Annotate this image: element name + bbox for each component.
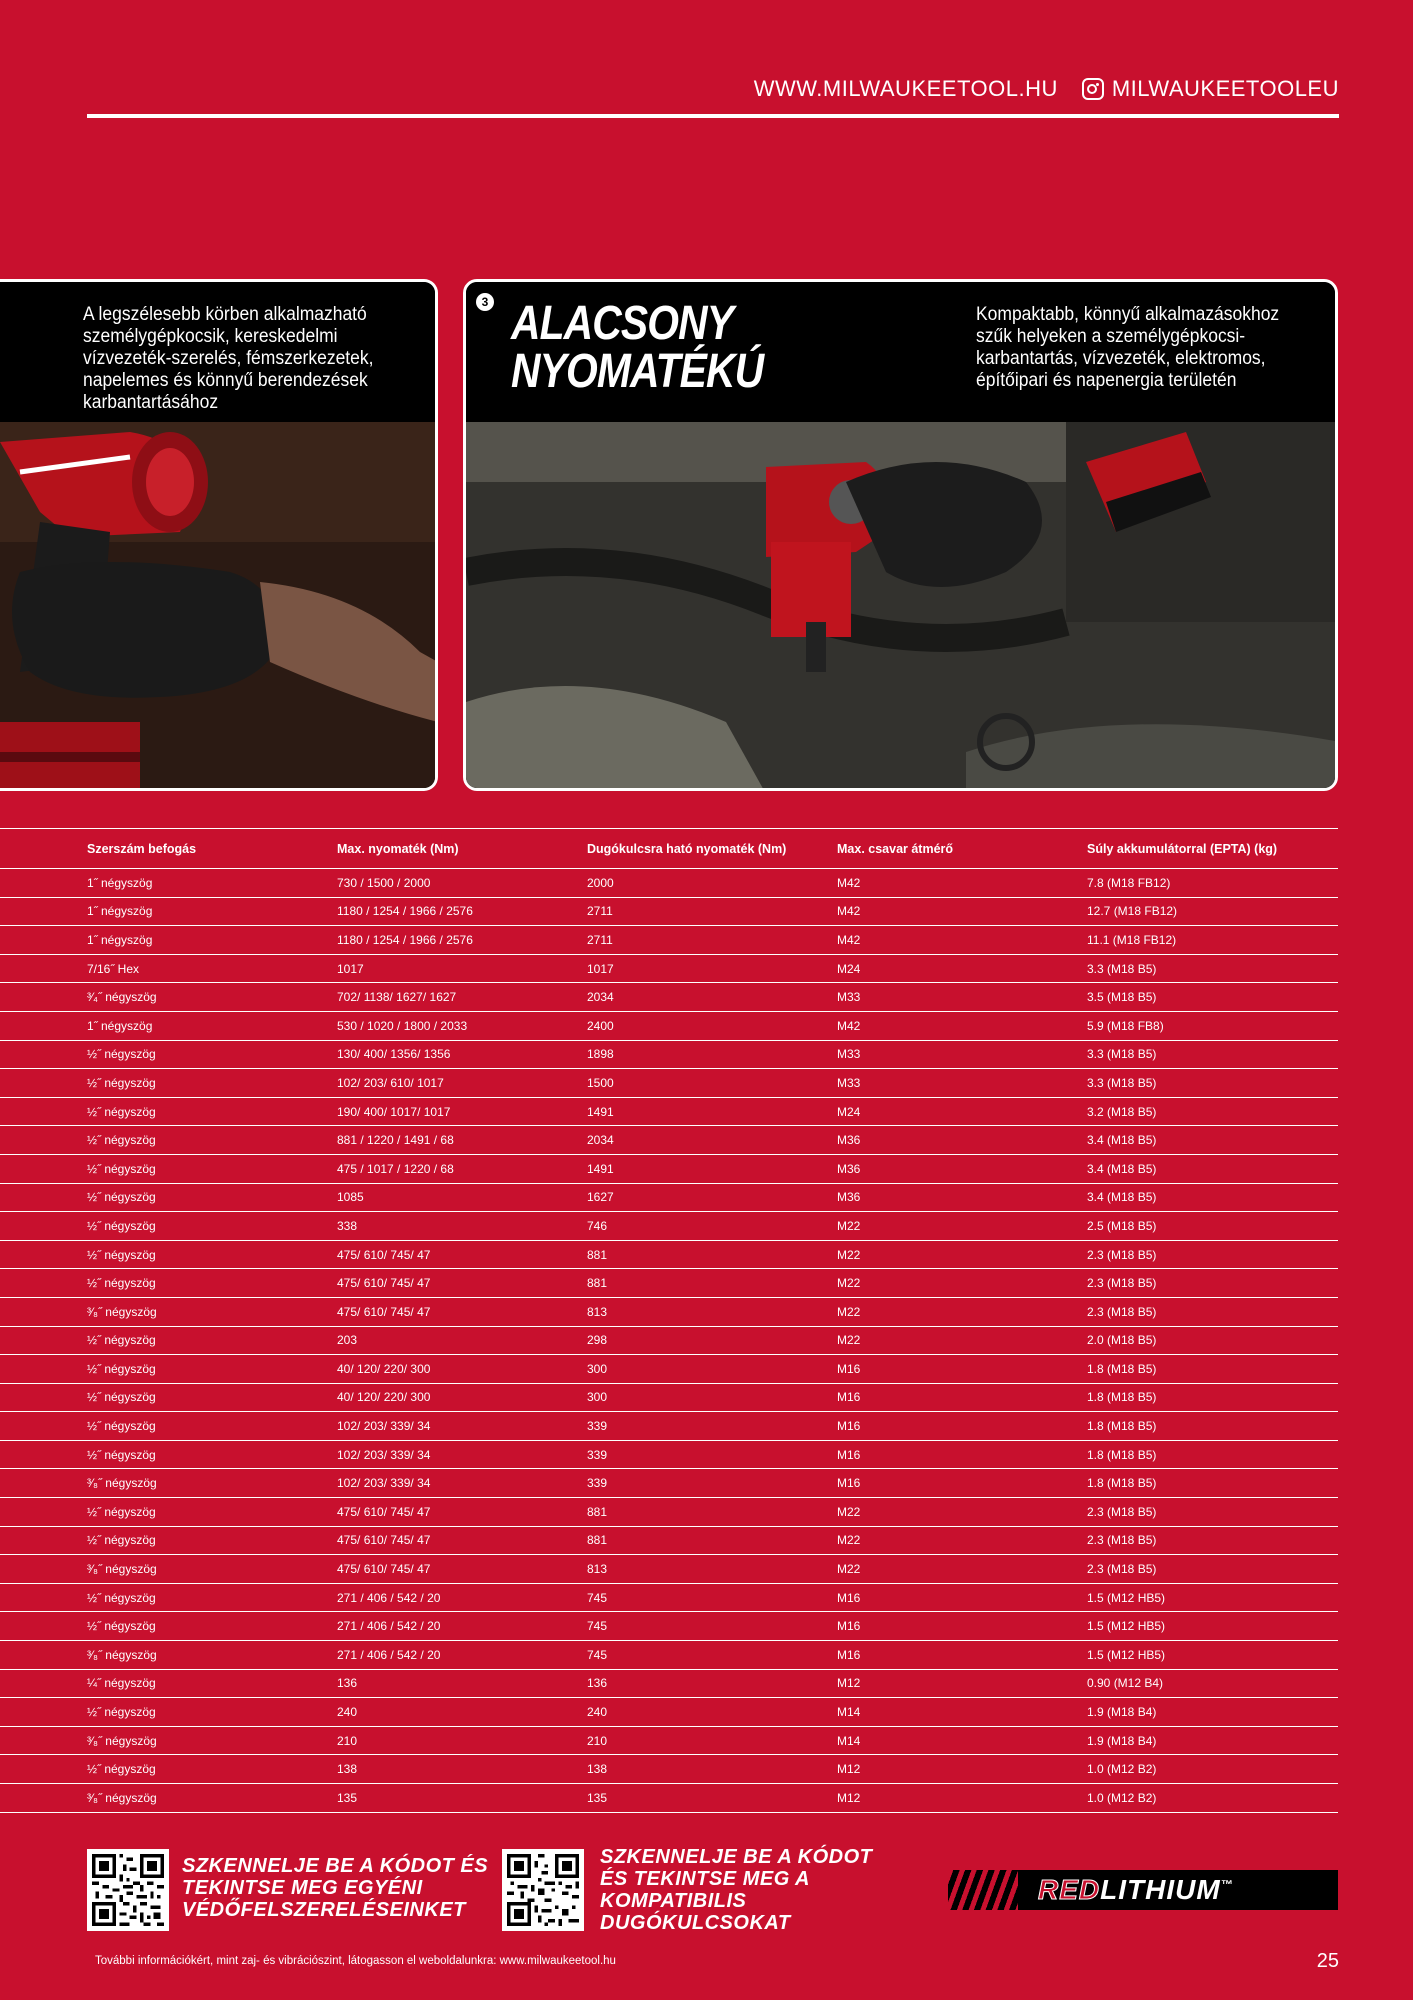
- website-link[interactable]: WWW.MILWAUKEETOOL.HU: [753, 76, 1058, 101]
- table-cell: M16: [837, 1355, 1087, 1384]
- table-cell: 881: [587, 1498, 837, 1527]
- column-header: Súly akkumulátorral (EPTA) (kg): [1087, 829, 1338, 869]
- page-number: 25: [1316, 1950, 1339, 1972]
- table-cell: 102/ 203/ 339/ 34: [337, 1469, 587, 1498]
- qr-code-icon: [507, 1854, 579, 1926]
- table-cell: 138: [587, 1755, 837, 1784]
- table-cell: 1.8 (M18 B5): [1087, 1355, 1338, 1384]
- table-cell: 745: [587, 1612, 837, 1641]
- table-cell: ½˝ négyszög: [0, 1355, 337, 1384]
- table-cell: 1.8 (M18 B5): [1087, 1383, 1338, 1412]
- section-number-badge: 3: [476, 293, 494, 311]
- table-cell: ½˝ négyszög: [0, 1526, 337, 1555]
- table-cell: ½˝ négyszög: [0, 1412, 337, 1441]
- table-row: [0, 1526, 1338, 1555]
- table-cell: M42: [837, 897, 1087, 926]
- table-row: [0, 1784, 1338, 1813]
- table-cell: 2.3 (M18 B5): [1087, 1498, 1338, 1527]
- table-cell: ³⁄₄˝ négyszög: [0, 983, 337, 1012]
- table-cell: 475/ 610/ 745/ 47: [337, 1498, 587, 1527]
- table-cell: 2.3 (M18 B5): [1087, 1269, 1338, 1298]
- table-cell: M24: [837, 954, 1087, 983]
- table-cell: 1491: [587, 1097, 837, 1126]
- table-cell: 1180 / 1254 / 1966 / 2576: [337, 897, 587, 926]
- table-cell: ½˝ négyszög: [0, 1240, 337, 1269]
- table-row: [0, 1469, 1338, 1498]
- table-cell: 2034: [587, 1126, 837, 1155]
- table-row: [0, 1440, 1338, 1469]
- table-cell: ½˝ négyszög: [0, 1612, 337, 1641]
- table-cell: ³⁄₈˝ négyszög: [0, 1469, 337, 1498]
- table-row: [0, 1498, 1338, 1527]
- table-cell: ½˝ négyszög: [0, 1383, 337, 1412]
- table-cell: 475/ 610/ 745/ 47: [337, 1269, 587, 1298]
- table-cell: ½˝ négyszög: [0, 1040, 337, 1069]
- table-cell: M22: [837, 1555, 1087, 1584]
- table-cell: M12: [837, 1669, 1087, 1698]
- table-cell: ½˝ négyszög: [0, 1583, 337, 1612]
- table-cell: 1017: [337, 954, 587, 983]
- redlithium-wordmark: [1038, 1874, 1234, 1906]
- impact-wrench-illustration: [0, 422, 435, 788]
- table-cell: 3.4 (M18 B5): [1087, 1126, 1338, 1155]
- table-cell: 12.7 (M18 FB12): [1087, 897, 1338, 926]
- table-cell: ³⁄₈˝ négyszög: [0, 1297, 337, 1326]
- table-cell: 730 / 1500 / 2000: [337, 869, 587, 898]
- table-row: [0, 1269, 1338, 1298]
- table-cell: 210: [337, 1726, 587, 1755]
- table-row: [0, 1726, 1338, 1755]
- table-cell: M16: [837, 1641, 1087, 1670]
- footnote: További információkért, mint zaj- és vibrációszint, látogasson el weboldalunkra: www.milwaukeetool.hu: [95, 1955, 616, 1967]
- table-cell: 300: [587, 1355, 837, 1384]
- table-cell: ³⁄₈˝ négyszög: [0, 1555, 337, 1584]
- table-cell: 881: [587, 1269, 837, 1298]
- qr-code-icon: [92, 1854, 164, 1926]
- table-cell: 271 / 406 / 542 / 20: [337, 1583, 587, 1612]
- table-cell: ½˝ négyszög: [0, 1326, 337, 1355]
- table-cell: M22: [837, 1498, 1087, 1527]
- column-header: Max. csavar átmérő: [837, 829, 1087, 869]
- table-row: [0, 1355, 1338, 1384]
- table-cell: 0.90 (M12 B4): [1087, 1669, 1338, 1698]
- table-row: [0, 1297, 1338, 1326]
- table-cell: 338: [337, 1212, 587, 1241]
- table-cell: 3.2 (M18 B5): [1087, 1097, 1338, 1126]
- table-cell: 2.5 (M18 B5): [1087, 1212, 1338, 1241]
- wordmark-red: RED: [1038, 1874, 1101, 1905]
- instagram-handle: MILWAUKEETOOLEU: [1111, 76, 1339, 101]
- table-cell: 475/ 610/ 745/ 47: [337, 1297, 587, 1326]
- spec-table: [0, 828, 1338, 1813]
- table-cell: 475 / 1017 / 1220 / 68: [337, 1154, 587, 1183]
- impact-wrench-photo: [0, 422, 435, 788]
- header-divider: [87, 114, 1339, 118]
- table-cell: 1.9 (M18 B4): [1087, 1726, 1338, 1755]
- table-cell: 2.0 (M18 B5): [1087, 1326, 1338, 1355]
- table-cell: 3.4 (M18 B5): [1087, 1183, 1338, 1212]
- redlithium-logo: [948, 1870, 1338, 1910]
- table-cell: ³⁄₈˝ négyszög: [0, 1784, 337, 1813]
- table-cell: ½˝ négyszög: [0, 1698, 337, 1727]
- table-cell: M16: [837, 1583, 1087, 1612]
- table-cell: 136: [337, 1669, 587, 1698]
- table-cell: 240: [337, 1698, 587, 1727]
- table-cell: 881: [587, 1240, 837, 1269]
- table-cell: 1.8 (M18 B5): [1087, 1412, 1338, 1441]
- table-row: [0, 1555, 1338, 1584]
- table-cell: ½˝ négyszög: [0, 1440, 337, 1469]
- table-cell: M16: [837, 1612, 1087, 1641]
- table-cell: 475/ 610/ 745/ 47: [337, 1240, 587, 1269]
- table-cell: 1627: [587, 1183, 837, 1212]
- table-cell: 7.8 (M18 FB12): [1087, 869, 1338, 898]
- table-row: [0, 1612, 1338, 1641]
- table-cell: 271 / 406 / 542 / 20: [337, 1612, 587, 1641]
- table-cell: 2034: [587, 983, 837, 1012]
- table-cell: M42: [837, 869, 1087, 898]
- table-cell: M22: [837, 1240, 1087, 1269]
- table-cell: M16: [837, 1383, 1087, 1412]
- wordmark-lithium: LITHIUM: [1100, 1874, 1221, 1905]
- table-cell: 745: [587, 1641, 837, 1670]
- table-cell: 203: [337, 1326, 587, 1355]
- table-cell: 135: [587, 1784, 837, 1813]
- table-cell: 1.5 (M12 HB5): [1087, 1612, 1338, 1641]
- table-row: [0, 1326, 1338, 1355]
- table-cell: ³⁄₈˝ négyszög: [0, 1726, 337, 1755]
- table-cell: ½˝ négyszög: [0, 1755, 337, 1784]
- column-header: Dugókulcsra ható nyomaték (Nm): [587, 829, 837, 869]
- table-cell: 1˝ négyszög: [0, 897, 337, 926]
- table-cell: 102/ 203/ 339/ 34: [337, 1440, 587, 1469]
- table-row: [0, 869, 1338, 898]
- table-cell: 1˝ négyszög: [0, 926, 337, 955]
- table-cell: 3.3 (M18 B5): [1087, 954, 1338, 983]
- table-cell: 746: [587, 1212, 837, 1241]
- table-cell: 11.1 (M18 FB12): [1087, 926, 1338, 955]
- table-cell: 210: [587, 1726, 837, 1755]
- card-left-description: A legszélesebb körben alkalmazható személygépkocsik, kereskedelmi vízvezeték-szerelés, fémszerkezetek, napelemes és könnyű berendezések karbantartásához: [83, 304, 374, 413]
- card-right-title: [511, 297, 764, 398]
- table-cell: 240: [587, 1698, 837, 1727]
- table-cell: 530 / 1020 / 1800 / 2033: [337, 1011, 587, 1040]
- table-cell: 1017: [587, 954, 837, 983]
- table-cell: 339: [587, 1440, 837, 1469]
- table-cell: 135: [337, 1784, 587, 1813]
- column-header: Szerszám befogás: [0, 829, 337, 869]
- table-cell: 881 / 1220 / 1491 / 68: [337, 1126, 587, 1155]
- table-cell: M22: [837, 1269, 1087, 1298]
- table-row: [0, 983, 1338, 1012]
- table-row: [0, 1698, 1338, 1727]
- table-row: [0, 1641, 1338, 1670]
- table-cell: 1.9 (M18 B4): [1087, 1698, 1338, 1727]
- table-cell: 2400: [587, 1011, 837, 1040]
- table-cell: 7/16˝ Hex: [0, 954, 337, 983]
- table-cell: ½˝ négyszög: [0, 1183, 337, 1212]
- table-cell: 1.8 (M18 B5): [1087, 1469, 1338, 1498]
- table-cell: 745: [587, 1583, 837, 1612]
- instagram-link[interactable]: [1082, 76, 1339, 102]
- table-cell: M16: [837, 1412, 1087, 1441]
- table-cell: 1.5 (M12 HB5): [1087, 1641, 1338, 1670]
- card-right-description: Kompaktabb, könnyű alkalmazásokhoz szűk helyeken a személygépkocsi-karbantartás, vízvezeték, elektromos, építőipari és napenergia területén: [976, 304, 1280, 391]
- table-cell: 1500: [587, 1069, 837, 1098]
- table-row: [0, 1040, 1338, 1069]
- table-cell: ½˝ négyszög: [0, 1498, 337, 1527]
- table-cell: M14: [837, 1726, 1087, 1755]
- table-cell: 1˝ négyszög: [0, 869, 337, 898]
- table-row: [0, 1669, 1338, 1698]
- table-cell: 298: [587, 1326, 837, 1355]
- table-cell: 102/ 203/ 610/ 1017: [337, 1069, 587, 1098]
- table-cell: ¼˝ négyszög: [0, 1669, 337, 1698]
- table-cell: M22: [837, 1326, 1087, 1355]
- table-cell: 1.0 (M12 B2): [1087, 1784, 1338, 1813]
- qr-code-sockets[interactable]: [502, 1849, 584, 1931]
- table-cell: 1898: [587, 1040, 837, 1069]
- table-cell: ½˝ négyszög: [0, 1269, 337, 1298]
- table-cell: M42: [837, 1011, 1087, 1040]
- table-cell: ½˝ négyszög: [0, 1097, 337, 1126]
- table-row: [0, 1183, 1338, 1212]
- table-cell: M36: [837, 1126, 1087, 1155]
- table-cell: 3.3 (M18 B5): [1087, 1040, 1338, 1069]
- table-cell: M33: [837, 1069, 1087, 1098]
- table-header-row: [0, 829, 1338, 869]
- table-row: [0, 1154, 1338, 1183]
- table-cell: 2000: [587, 869, 837, 898]
- table-cell: 2.3 (M18 B5): [1087, 1297, 1338, 1326]
- table-cell: 813: [587, 1555, 837, 1584]
- table-row: [0, 1412, 1338, 1441]
- table-cell: 881: [587, 1526, 837, 1555]
- table-cell: 40/ 120/ 220/ 300: [337, 1355, 587, 1384]
- table-cell: 475/ 610/ 745/ 47: [337, 1555, 587, 1584]
- table-cell: M16: [837, 1440, 1087, 1469]
- table-cell: M42: [837, 926, 1087, 955]
- table-cell: ³⁄₈˝ négyszög: [0, 1641, 337, 1670]
- table-cell: 1˝ négyszög: [0, 1011, 337, 1040]
- table-row: [0, 897, 1338, 926]
- card-left: [0, 279, 438, 791]
- table-cell: ½˝ négyszög: [0, 1212, 337, 1241]
- table-row: [0, 954, 1338, 983]
- table-cell: 102/ 203/ 339/ 34: [337, 1412, 587, 1441]
- card-right-header: [466, 282, 1335, 422]
- table-cell: 2.3 (M18 B5): [1087, 1526, 1338, 1555]
- table-cell: ½˝ négyszög: [0, 1069, 337, 1098]
- table-cell: M16: [837, 1469, 1087, 1498]
- card-right-title-line2: NYOMATÉKÚ: [511, 345, 764, 398]
- table-cell: 475/ 610/ 745/ 47: [337, 1526, 587, 1555]
- table-row: [0, 1126, 1338, 1155]
- scan-cta-protective-gear: SZKENNELJE BE A KÓDOT ÉS TEKINTSE MEG EGYÉNI VÉDŐFELSZERELÉSEINKET: [182, 1855, 489, 1921]
- table-cell: M24: [837, 1097, 1087, 1126]
- table-cell: ½˝ négyszög: [0, 1154, 337, 1183]
- table-cell: 40/ 120/ 220/ 300: [337, 1383, 587, 1412]
- table-cell: M14: [837, 1698, 1087, 1727]
- table-cell: 1.0 (M12 B2): [1087, 1755, 1338, 1784]
- table-cell: 1.5 (M12 HB5): [1087, 1583, 1338, 1612]
- table-row: [0, 1097, 1338, 1126]
- table-row: [0, 926, 1338, 955]
- table-cell: M22: [837, 1297, 1087, 1326]
- table-row: [0, 1583, 1338, 1612]
- table-cell: M22: [837, 1212, 1087, 1241]
- table-cell: M36: [837, 1183, 1087, 1212]
- table-cell: 1085: [337, 1183, 587, 1212]
- card-right-title-line1: ALACSONY: [511, 297, 734, 350]
- table-cell: 3.5 (M18 B5): [1087, 983, 1338, 1012]
- table-cell: 2711: [587, 897, 837, 926]
- table-cell: 3.3 (M18 B5): [1087, 1069, 1338, 1098]
- table-cell: M22: [837, 1526, 1087, 1555]
- engine-bay-illustration: [466, 422, 1335, 788]
- engine-bay-photo: [466, 422, 1335, 788]
- table-cell: M36: [837, 1154, 1087, 1183]
- table-cell: 1.8 (M18 B5): [1087, 1440, 1338, 1469]
- table-cell: 2.3 (M18 B5): [1087, 1240, 1338, 1269]
- card-right: [463, 279, 1338, 791]
- trademark-symbol: ™: [1220, 1877, 1234, 1892]
- table-cell: ½˝ négyszög: [0, 1126, 337, 1155]
- table-cell: M33: [837, 983, 1087, 1012]
- table-cell: M33: [837, 1040, 1087, 1069]
- table-cell: 136: [587, 1669, 837, 1698]
- table-row: [0, 1069, 1338, 1098]
- card-left-header: [0, 282, 435, 422]
- table-cell: 1180 / 1254 / 1966 / 2576: [337, 926, 587, 955]
- table-row: [0, 1383, 1338, 1412]
- qr-code-protective-gear[interactable]: [87, 1849, 169, 1931]
- table-cell: M12: [837, 1784, 1087, 1813]
- logo-stripes: [948, 1870, 1018, 1910]
- table-cell: 1491: [587, 1154, 837, 1183]
- table-row: [0, 1212, 1338, 1241]
- table-cell: M12: [837, 1755, 1087, 1784]
- table-cell: 702/ 1138/ 1627/ 1627: [337, 983, 587, 1012]
- table-cell: 271 / 406 / 542 / 20: [337, 1641, 587, 1670]
- table-cell: 190/ 400/ 1017/ 1017: [337, 1097, 587, 1126]
- column-header: Max. nyomaték (Nm): [337, 829, 587, 869]
- table-cell: 339: [587, 1412, 837, 1441]
- table-cell: 2711: [587, 926, 837, 955]
- table-cell: 130/ 400/ 1356/ 1356: [337, 1040, 587, 1069]
- table-cell: 138: [337, 1755, 587, 1784]
- table-cell: 2.3 (M18 B5): [1087, 1555, 1338, 1584]
- scan-cta-sockets: SZKENNELJE BE A KÓDOT ÉS TEKINTSE MEG A KOMPATIBILIS DUGÓKULCSOKAT: [600, 1846, 873, 1934]
- table-cell: 339: [587, 1469, 837, 1498]
- table-cell: 300: [587, 1383, 837, 1412]
- table-cell: 3.4 (M18 B5): [1087, 1154, 1338, 1183]
- table-cell: 5.9 (M18 FB8): [1087, 1011, 1338, 1040]
- instagram-icon: [1082, 78, 1104, 100]
- table-row: [0, 1240, 1338, 1269]
- table-cell: 813: [587, 1297, 837, 1326]
- table-row: [0, 1011, 1338, 1040]
- table-row: [0, 1755, 1338, 1784]
